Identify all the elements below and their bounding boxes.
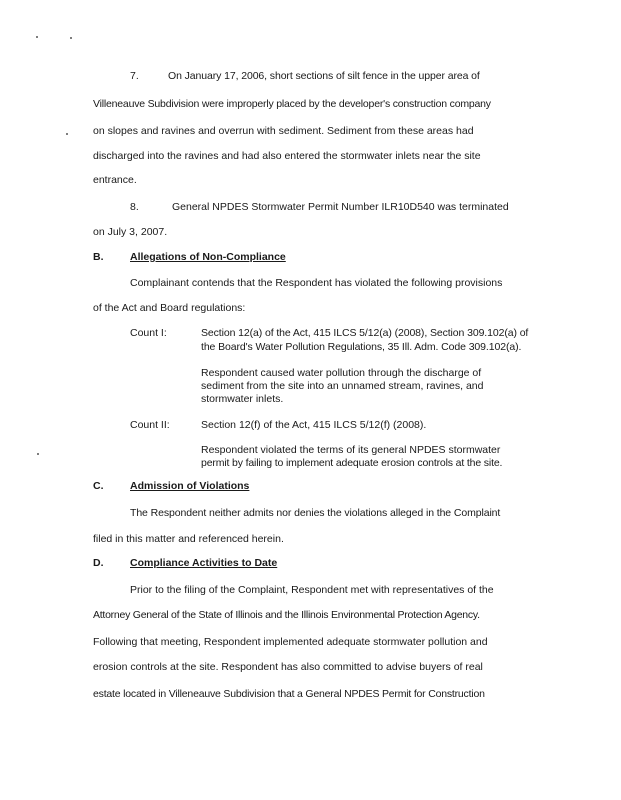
section-b-letter: B. bbox=[93, 251, 104, 263]
paragraph-8-line: on July 3, 2007. bbox=[93, 226, 168, 238]
section-c-heading: Admission of Violations bbox=[130, 480, 250, 492]
count-2-desc-line: permit by failing to implement adequate erosion controls at the site. bbox=[201, 457, 503, 469]
section-d-line: erosion controls at the site. Respondent has also committed to advise buyers of real bbox=[93, 661, 483, 673]
section-d-line: Attorney General of the State of Illinois and the Illinois Environmental Protection Agency. bbox=[93, 609, 480, 621]
section-d-heading: Compliance Activities to Date bbox=[130, 557, 278, 569]
scan-speck bbox=[70, 37, 72, 39]
count-1-citation-line: the Board's Water Pollution Regulations, 35 Ill. Adm. Code 309.102(a). bbox=[201, 341, 522, 353]
count-2-desc-line: Respondent violated the terms of its general NPDES stormwater bbox=[201, 444, 501, 456]
paragraph-7-line: discharged into the ravines and had also entered the stormwater inlets near the site bbox=[93, 150, 481, 162]
paragraph-8-line: General NPDES Stormwater Permit Number ILR10D540 was terminated bbox=[172, 201, 509, 213]
section-b-heading: Allegations of Non-Compliance bbox=[130, 251, 286, 263]
count-1-desc-line: sediment from the site into an unnamed stream, ravines, and bbox=[201, 380, 484, 392]
paragraph-7-number: 7. bbox=[130, 70, 139, 82]
scan-speck bbox=[36, 36, 38, 38]
section-d-line: Prior to the filing of the Complaint, Respondent met with representatives of the bbox=[130, 584, 494, 596]
count-2-label: Count II: bbox=[130, 419, 170, 431]
count-1-desc-line: Respondent caused water pollution through the discharge of bbox=[201, 367, 482, 379]
paragraph-7-line: entrance. bbox=[93, 174, 137, 186]
scan-speck bbox=[66, 133, 68, 135]
section-c-line: filed in this matter and referenced herein. bbox=[93, 533, 284, 545]
paragraph-7-line: On January 17, 2006, short sections of silt fence in the upper area of bbox=[168, 70, 480, 82]
section-d-line: estate located in Villeneauve Subdivision that a General NPDES Permit for Construction bbox=[93, 688, 485, 700]
section-d-line: Following that meeting, Respondent implemented adequate stormwater pollution and bbox=[93, 636, 488, 648]
paragraph-8-number: 8. bbox=[130, 201, 139, 213]
section-b-intro-line: of the Act and Board regulations: bbox=[93, 302, 246, 314]
count-1-desc-line: stormwater inlets. bbox=[201, 393, 284, 405]
paragraph-7-line: Villeneauve Subdivision were improperly placed by the developer's construction company bbox=[93, 98, 491, 110]
count-2-citation-line: Section 12(f) of the Act, 415 ILCS 5/12(f) (2008). bbox=[201, 419, 427, 431]
paragraph-7-line: on slopes and ravines and overrun with sediment. Sediment from these areas had bbox=[93, 125, 474, 137]
section-c-line: The Respondent neither admits nor denies the violations alleged in the Complaint bbox=[130, 507, 501, 519]
count-1-citation-line: Section 12(a) of the Act, 415 ILCS 5/12(a) (2008), Section 309.102(a) of bbox=[201, 327, 529, 339]
section-b-intro-line: Complainant contends that the Respondent has violated the following provisions bbox=[130, 277, 503, 289]
section-d-letter: D. bbox=[93, 557, 104, 569]
section-c-letter: C. bbox=[93, 480, 104, 492]
scan-speck bbox=[37, 453, 39, 455]
count-1-label: Count I: bbox=[130, 327, 167, 339]
